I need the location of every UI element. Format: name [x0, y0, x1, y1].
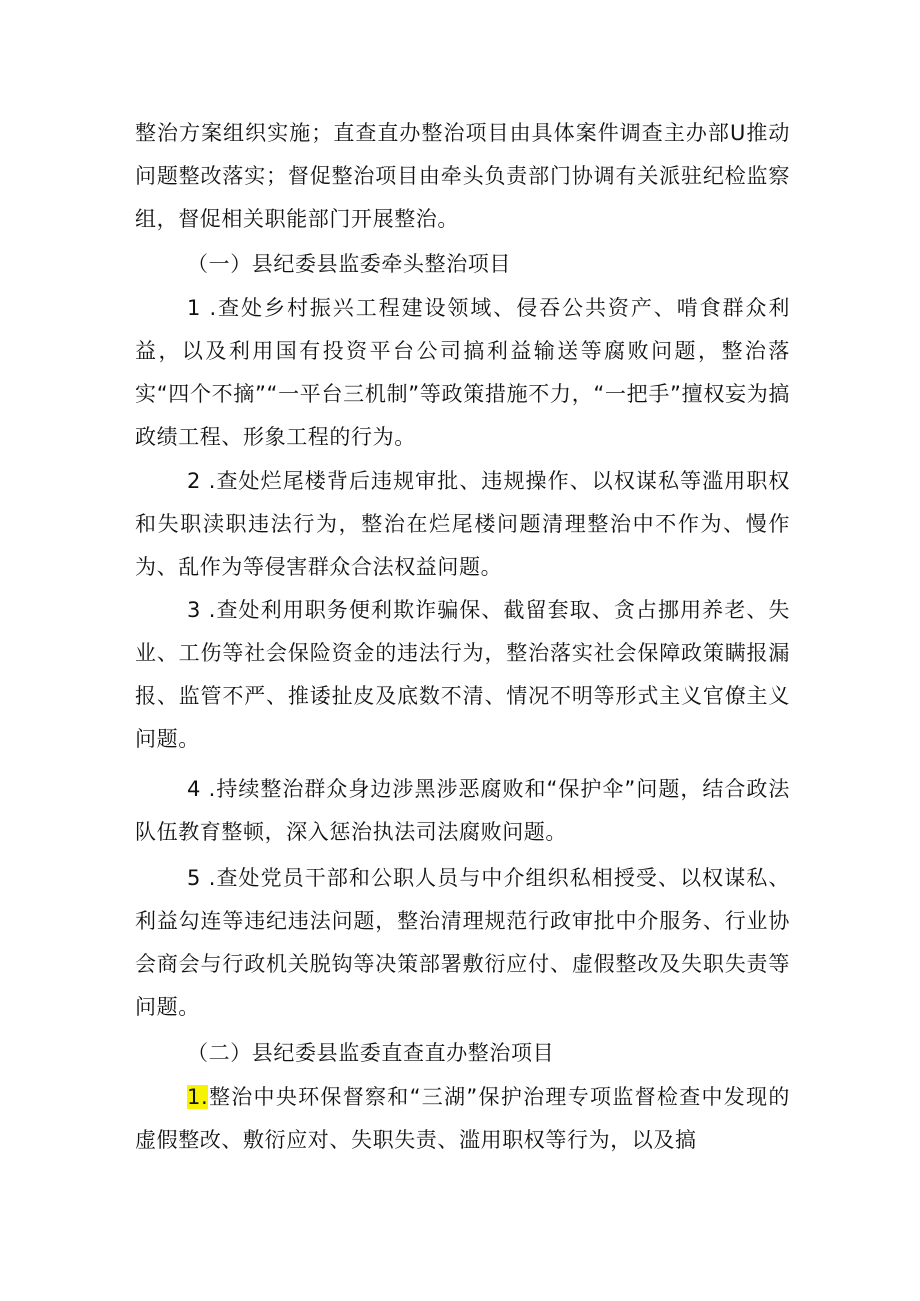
- list-item-1-2: 2 .查处烂尾楼背后违规审批、违规操作、以权谋私等滥用职权和失职渎职违法行为，整治在烂尾楼问题清理整治中不作为、慢作为、乱作为等侵害群众合法权益问题。: [135, 469, 790, 579]
- section-heading-2: （二）县纪委县监委直查直办整治项目: [187, 1041, 555, 1065]
- highlighted-number: 1.: [187, 1085, 209, 1109]
- list-item-2-1: [135, 1076, 790, 1162]
- section-heading-1: （一）县纪委县监委牵头整治项目: [187, 252, 511, 276]
- list-item-1-5: 5 .查处党员干部和公职人员与中介组织私相授受、以权谋私、利益勾连等违纪违法问题，整治清理规范行政审批中介服务、行业协会商会与行政机关脱钩等决策部署敷衍应付、虚假整改及失职失责等问题。: [135, 866, 790, 1019]
- list-item-2-1-text: 整治中央环保督察和“三湖”保护治理专项监督检查中发现的虚假整改、敷衍应对、失职失责、滥用职权等行为，以及搞: [135, 1085, 790, 1152]
- paragraph-intro: 整治方案组织实施；直查直办整治项目由具体案件调查主办部U推动问题整改落实；督促整治项目由牵头负责部门协调有关派驻纪检监察组，督促相关职能部门开展整治。: [135, 121, 790, 231]
- list-item-1-3: 3 .查处利用职务便利欺诈骗保、截留套取、贪占挪用养老、失业、工伤等社会保险资金的违法行为，整治落实社会保障政策瞒报漏报、监管不严、推诿扯皮及底数不清、情况不明等形式主义官僚主义问题。: [135, 598, 790, 751]
- list-item-1-1: 1 .查处乡村振兴工程建设领域、侵吞公共资产、啃食群众利益，以及利用国有投资平台公司搞利益输送等腐败问题，整治落实“四个不摘”“一平台三机制”等政策措施不力，“一把手”擅权妄为搞政绩工程、形象工程的行为。: [135, 296, 790, 449]
- list-item-1-4: 4 .持续整治群众身边涉黑涉恶腐败和“保护伞”问题，结合政法队伍教育整顿，深入惩治执法司法腐败问题。: [135, 777, 790, 844]
